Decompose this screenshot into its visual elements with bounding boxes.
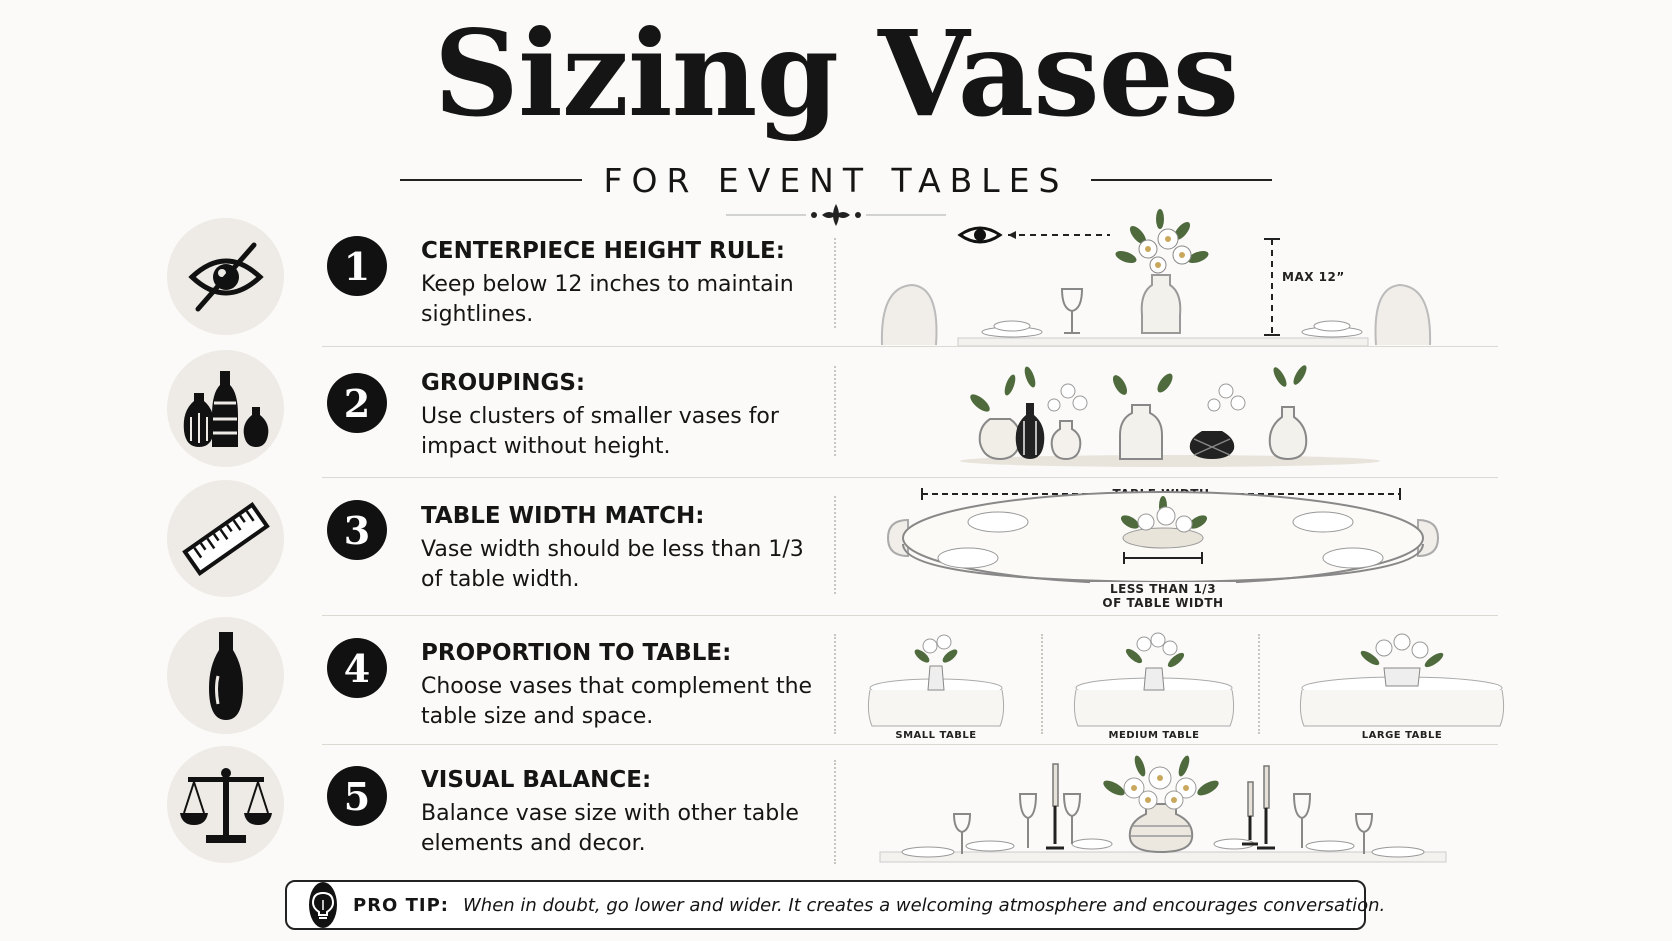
item-number: 1 [327,236,387,296]
item-body: Use clusters of smaller vases for impact without height. [421,404,779,459]
item-heading: CENTERPIECE HEIGHT RULE: [421,238,785,264]
ruler-icon [181,494,271,584]
item-icon-circle [167,746,284,863]
row-separator [322,615,1498,616]
pro-tip-label: PRO TIP: [353,894,449,916]
item-heading: VISUAL BALANCE: [421,767,652,793]
item-body: Balance vase size with other table elements and decor. [421,801,799,856]
bottle-icon [201,628,251,724]
table-width-fraction-label: OF TABLE WIDTH [1102,596,1224,610]
table-width-illustration [868,482,1458,612]
pro-tip-text: When in doubt, go lower and wider. It creates a welcoming atmosphere and encourages conversation. [463,894,1386,916]
subtitle-row [400,160,1272,200]
item-body: Choose vases that complement the table size and space. [421,674,813,729]
item-text [421,238,821,330]
item-text [421,503,821,595]
groupings-illustration [950,355,1390,470]
column-divider [834,366,836,456]
small-table-illustration [868,635,1003,741]
item-heading: PROPORTION TO TABLE: [421,640,732,666]
balance-scale-icon [178,763,274,847]
visual-balance-illustration [878,752,1448,872]
medium-table-illustration [1074,633,1233,741]
page-title: Sizing Vases [433,4,1239,143]
small-table-label: SMALL TABLE [895,730,977,741]
item-text [421,370,821,462]
proportion-illustration [860,622,1520,742]
vases-icon [178,367,274,451]
column-divider [834,496,836,594]
item-icon-circle [167,480,284,597]
column-divider [834,238,836,328]
subtitle-rule-left [400,179,582,181]
large-table-illustration [1300,634,1503,741]
row-separator [322,346,1498,347]
item-heading: TABLE WIDTH MATCH: [421,503,705,529]
column-divider [834,634,836,734]
max-label: MAX 12” [1282,270,1345,284]
eye-slash-icon [186,237,266,317]
item-icon-circle [167,218,284,335]
page-subtitle: FOR EVENT TABLES [603,160,1069,200]
item-number: 5 [327,766,387,826]
less-than-label: LESS THAN 1/3 [1109,582,1217,596]
item-number: 4 [327,638,387,698]
item-icon-circle [167,617,284,734]
row-separator [322,477,1498,478]
large-table-label: LARGE TABLE [1361,730,1443,741]
row-separator [322,744,1498,745]
subtitle-rule-right [1091,179,1273,181]
item-number: 2 [327,373,387,433]
centerpiece-height-illustration [870,205,1470,350]
item-icon-circle [167,350,284,467]
item-body: Vase width should be less than 1/3 of table width. [421,537,804,592]
item-text [421,767,821,859]
column-divider [834,760,836,864]
item-text [421,640,821,732]
item-number: 3 [327,500,387,560]
medium-table-label: MEDIUM TABLE [1108,730,1200,741]
lightbulb-icon [309,882,337,928]
item-heading: GROUPINGS: [421,370,586,396]
pro-tip-box [285,880,1386,930]
item-body: Keep below 12 inches to maintain sightlines. [421,272,794,327]
